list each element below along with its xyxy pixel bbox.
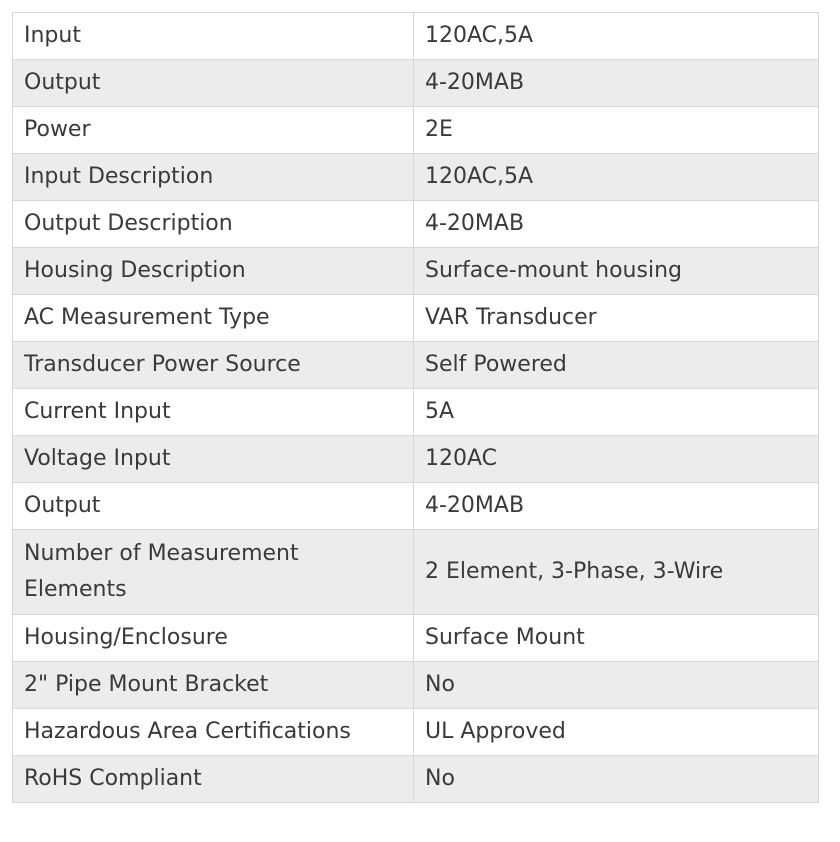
table-row [13,389,819,436]
spec-label: Output Description [13,201,414,248]
spec-label: Current Input [13,389,414,436]
spec-value: 4-20MAB [414,201,819,248]
spec-label: RoHS Compliant [13,756,414,803]
table-row [13,295,819,342]
table-row [13,436,819,483]
spec-value: 120AC,5A [414,154,819,201]
spec-label: Housing Description [13,248,414,295]
spec-value: UL Approved [414,709,819,756]
spec-value: 120AC [414,436,819,483]
spec-value: No [414,662,819,709]
table-row [13,615,819,662]
spec-label: Input [13,13,414,60]
table-row [13,60,819,107]
spec-value: 2 Element, 3-Phase, 3-Wire [414,530,819,615]
spec-label: Output [13,483,414,530]
table-row [13,709,819,756]
spec-label: Hazardous Area Certifications [13,709,414,756]
table-row [13,483,819,530]
spec-label: Number of Measurement Elements [13,530,414,615]
spec-label: Transducer Power Source [13,342,414,389]
spec-label: Voltage Input [13,436,414,483]
spec-value: 4-20MAB [414,60,819,107]
table-row [13,201,819,248]
spec-label: 2" Pipe Mount Bracket [13,662,414,709]
table-row [13,13,819,60]
table-row [13,530,819,615]
specifications-table [12,12,819,803]
spec-label: Housing/Enclosure [13,615,414,662]
spec-value: VAR Transducer [414,295,819,342]
table-row [13,107,819,154]
table-row [13,342,819,389]
table-row [13,756,819,803]
spec-value: Surface Mount [414,615,819,662]
spec-value: 120AC,5A [414,13,819,60]
spec-label: AC Measurement Type [13,295,414,342]
spec-value: No [414,756,819,803]
spec-label: Power [13,107,414,154]
spec-label: Input Description [13,154,414,201]
spec-value: Self Powered [414,342,819,389]
spec-value: 2E [414,107,819,154]
spec-value: 4-20MAB [414,483,819,530]
table-row [13,154,819,201]
spec-value: 5A [414,389,819,436]
table-row [13,662,819,709]
spec-value: Surface-mount housing [414,248,819,295]
spec-label: Output [13,60,414,107]
table-row [13,248,819,295]
